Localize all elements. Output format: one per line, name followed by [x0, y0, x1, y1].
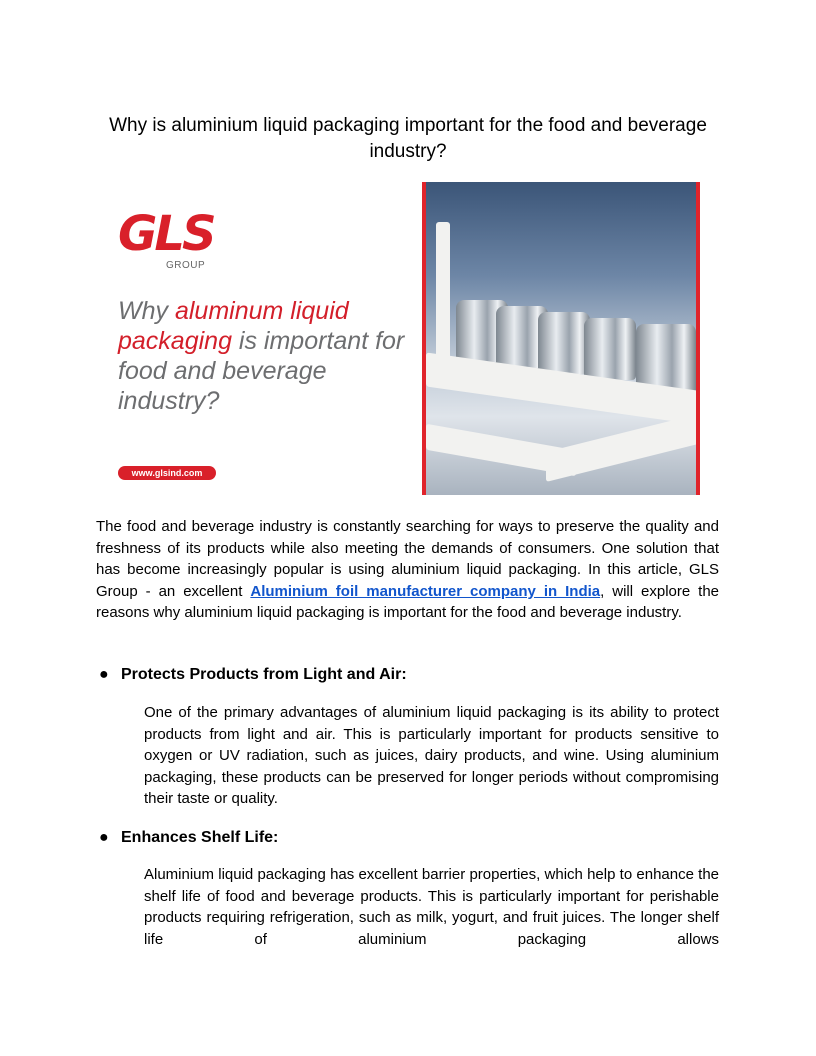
manufacturer-link[interactable]: Aluminium foil manufacturer company in India — [250, 582, 601, 600]
intro-text: The food and beverage industry is constantly searching for ways to preserve the quality and freshness of its products while also meeting the demands of consumers. One solution that has become increasingly popular is using aluminium liquid packaging. In this article, GLS Group - an excellent — [96, 518, 719, 600]
bullet-icon: ● — [99, 829, 109, 846]
section-heading-text: Protects Products from Light and Air: — [121, 666, 407, 683]
can — [584, 318, 636, 380]
section-heading — [99, 665, 407, 685]
bullet-icon: ● — [99, 666, 109, 683]
cans-production-line-photo — [422, 182, 700, 495]
intro-paragraph — [96, 516, 719, 624]
headline-part: Why — [118, 297, 175, 325]
gls-logo-group: GROUP — [166, 260, 206, 271]
headline-highlight: aluminum liquid packaging — [118, 297, 349, 355]
gls-logo: GLS — [118, 206, 214, 262]
headline-part: is important for food and beverage industry? — [118, 327, 405, 415]
intro-text: , will explore the reasons why aluminium liquid packaging is important for the food and beverage industry. — [96, 582, 720, 622]
can — [538, 312, 590, 374]
hero-headline — [118, 296, 418, 416]
section-heading — [99, 828, 278, 848]
section-body: Aluminium liquid packaging has excellent barrier properties, which help to enhance the shelf life of food and beverage products. This is particularly important for perishable products requiring refrigeration, such as milk, yogurt, and fruit juices. The longer shelf life of aluminium packaging allows — [144, 866, 719, 948]
conveyor-rail — [426, 424, 576, 476]
section-heading-text: Enhances Shelf Life: — [121, 829, 279, 846]
section-body: One of the primary advantages of aluminium liquid packaging is its ability to protect products from light and air. This is particularly important for products sensitive to oxygen or UV radiation, such as juices, dairy products, and wine. Using aluminium packaging, these products can be preserved for longer periods without compromising their taste or quality. — [144, 704, 719, 808]
document-title: Why is aluminium liquid packaging important for the food and beverage industry? — [109, 115, 707, 162]
hero-text-panel — [96, 182, 422, 495]
website-pill: www.glsind.com — [118, 466, 216, 480]
hero-image — [96, 182, 700, 495]
